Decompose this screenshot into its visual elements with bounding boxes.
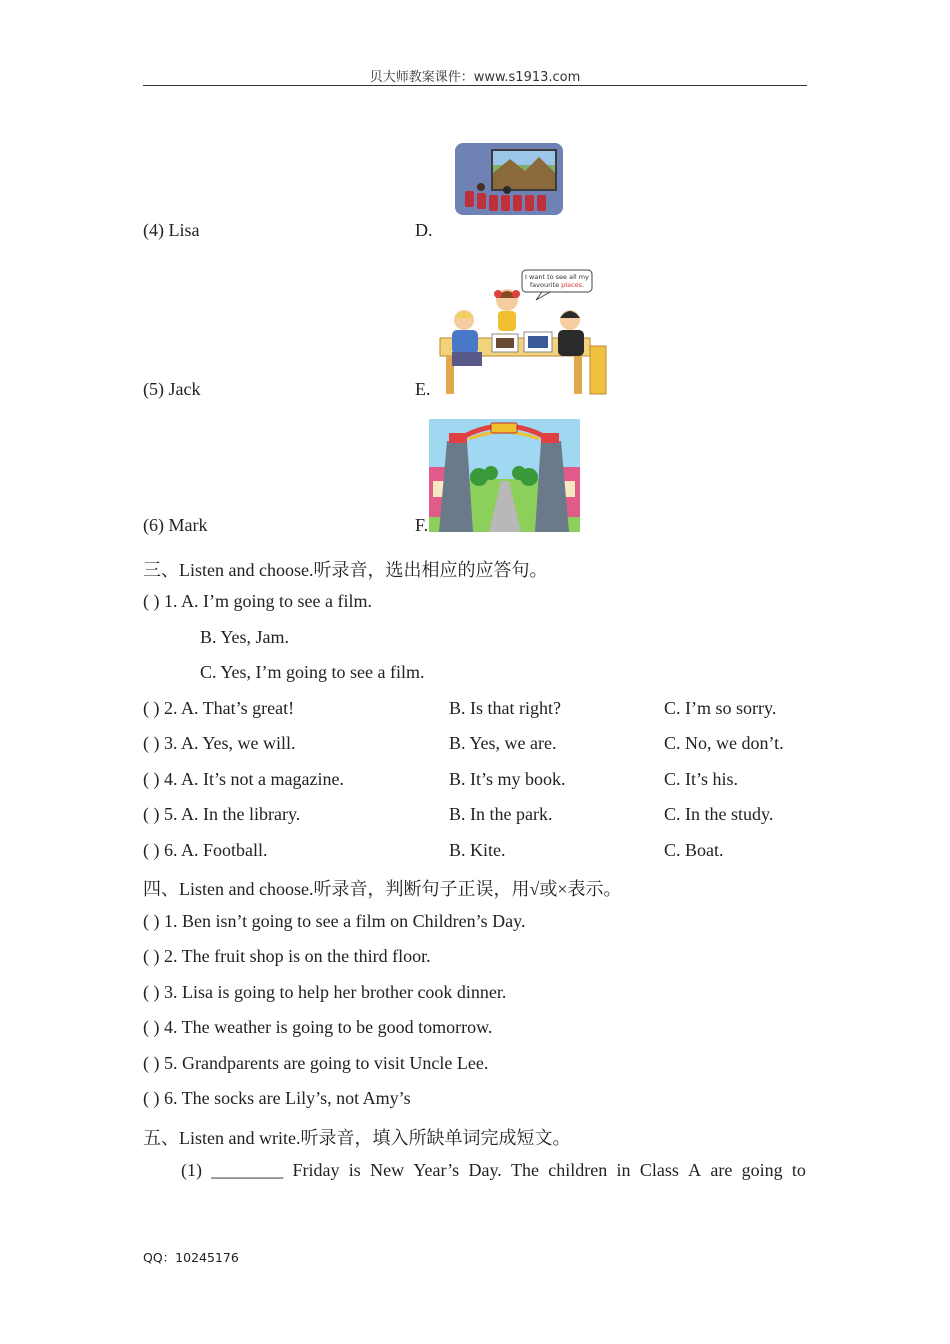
s3-q4-option-a: ( ) 4. A. It’s not a magazine.	[143, 769, 344, 789]
s5-word: is	[348, 1160, 361, 1180]
s3-q2-option-b: B. Is that right?	[449, 698, 561, 718]
s5-word: (1)	[181, 1160, 202, 1180]
matching-name-4: (4) Lisa	[143, 220, 200, 240]
s5-word: New	[370, 1160, 405, 1180]
s3-q4-option-c: C. It’s his.	[664, 769, 739, 789]
s5-word: The	[511, 1160, 540, 1180]
s5-word: Friday	[292, 1160, 340, 1180]
s3-q5-option-b: B. In the park.	[449, 804, 553, 824]
children-table-illustration	[432, 268, 612, 396]
s3-q6-option-b: B. Kite.	[449, 840, 506, 860]
s5-blank: ________	[211, 1160, 284, 1180]
s3-q5-option-a: ( ) 5. A. In the library.	[143, 804, 301, 824]
s5-passage-line	[181, 1160, 806, 1181]
s5-word: Day.	[468, 1160, 502, 1180]
s4-item-6: ( ) 6. The socks are Lily’s, not Amy’s	[143, 1088, 411, 1108]
s4-item-1: ( ) 1. Ben isn’t going to see a film on Children’s Day.	[143, 911, 526, 931]
s3-q5-option-c: C. In the study.	[664, 804, 774, 824]
speech-bubble-line-2: favourite places.	[529, 281, 585, 289]
s5-word: Class	[639, 1160, 679, 1180]
s5-word: children	[548, 1160, 608, 1180]
header-divider	[143, 85, 807, 86]
s3-q6-option-c: C. Boat.	[664, 840, 724, 860]
s3-q1-stem: ( ) 1. A. I’m going to see a film.	[143, 591, 372, 611]
s4-item-2: ( ) 2. The fruit shop is on the third floor.	[143, 946, 431, 966]
s4-item-5: ( ) 5. Grandparents are going to visit Uncle Lee.	[143, 1053, 489, 1073]
s5-word: to	[791, 1160, 806, 1180]
s5-word: are	[710, 1160, 733, 1180]
s3-q3-option-a: ( ) 3. A. Yes, we will.	[143, 733, 296, 753]
zoo-gate-illustration	[429, 419, 580, 532]
page-header: 贝大师教案课件：www.s1913.com	[369, 70, 581, 85]
page-footer: QQ：10245176	[143, 1250, 239, 1265]
s3-q4-option-b: B. It’s my book.	[449, 769, 566, 789]
speech-bubble-line-1: I want to see all my	[525, 273, 589, 281]
s5-word: in	[616, 1160, 631, 1180]
matching-name-5: (5) Jack	[143, 379, 201, 399]
s3-q3-option-c: C. No, we don’t.	[664, 733, 784, 753]
matching-letter-d: D.	[415, 220, 433, 240]
s5-word: going	[741, 1160, 783, 1180]
matching-letter-e: E.	[415, 379, 431, 399]
section4-title: 四、Listen and choose.听录音，判断句子正误，用√或×表示。	[143, 879, 622, 899]
s3-q2-option-c: C. I’m so sorry.	[664, 698, 777, 718]
matching-letter-f: F.	[415, 515, 429, 535]
s3-q3-option-b: B. Yes, we are.	[449, 733, 557, 753]
s3-q2-option-a: ( ) 2. A. That’s great!	[143, 698, 295, 718]
section3-title: 三、Listen and choose.听录音，选出相应的应答句。	[143, 560, 548, 580]
section5-title: 五、Listen and write.听录音，填入所缺单词完成短文。	[143, 1128, 571, 1148]
s5-word: A	[688, 1160, 702, 1180]
s5-word: Year’s	[413, 1160, 460, 1180]
s4-item-3: ( ) 3. Lisa is going to help her brother cook dinner.	[143, 982, 507, 1002]
s3-q6-option-a: ( ) 6. A. Football.	[143, 840, 268, 860]
s3-q1-option-b: B. Yes, Jam.	[200, 627, 290, 647]
s3-q1-option-c: C. Yes, I’m going to see a film.	[200, 662, 425, 682]
matching-name-6: (6) Mark	[143, 515, 208, 535]
cinema-illustration	[455, 143, 563, 215]
s4-item-4: ( ) 4. The weather is going to be good tomorrow.	[143, 1017, 493, 1037]
